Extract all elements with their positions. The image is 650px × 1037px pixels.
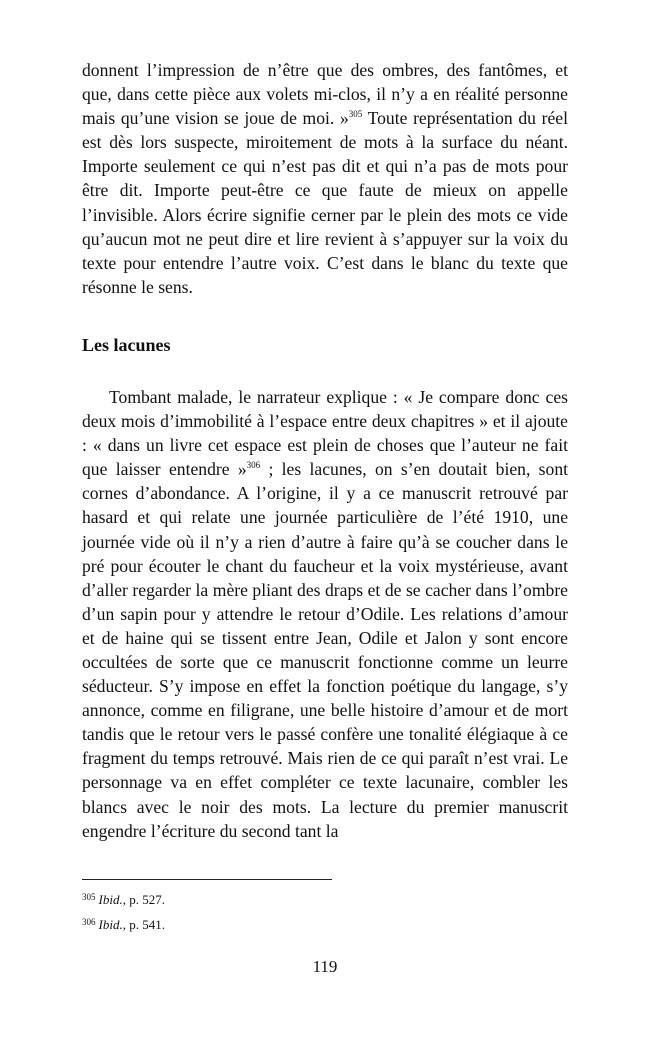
section-heading: Les lacunes xyxy=(82,334,171,355)
paragraph-text: Tombant malade, le narrateur explique : « Je compare donc ces deux mois d’immobilité à l’espace entre deux chapitres » et il ajoute : « dans un livre cet espace est plein de choses que l’auteur ne fait que laisser entendre » xyxy=(82,386,568,480)
footnote-text: , p. 527. xyxy=(122,892,165,907)
page-body xyxy=(82,58,568,843)
footnote-reference[interactable]: 305 xyxy=(348,109,363,120)
paragraph-text: Toute représentation du réel est dès lors suspecte, miroitement de mots à la surface du néant. Importe seulement ce qui n’est pas dit et qui n’a pas de mots pour être dit. Importe peut-être ce que faute de mieux on appelle l’invisible. Alors écrire signifie cerner par le plein des mots ce vide qu’aucun mot ne peut dire et lire revient à s’appuyer sur la voix du texte pour entendre l’autre voix. C’est dans le blanc du texte que résonne le sens. xyxy=(82,108,568,297)
footnote-text: , p. 541. xyxy=(122,917,165,932)
footnote-ref: Ibid. xyxy=(98,917,123,932)
paragraph xyxy=(82,385,568,843)
footnotes xyxy=(82,886,568,936)
footnote xyxy=(82,886,568,911)
footnote-number: 306 xyxy=(82,917,96,927)
paragraph-text: ; les lacunes, on s’en doutait bien, sont cornes d’abondance. A l’origine, il y a ce manuscrit retrouvé par hasard et qui relate une journée particulière de l’été 1910, une journée vide où il n’y a rien d’autre à faire qu’à se coucher dans le pré pour écouter le chant du faucheur et la voix mystérieuse, avant d’aller regarder la mère pliant des draps et de se cacher dans l’ombre d’un sapin pour y attendre le retour d’Odile. Les relations d’amour et de haine qui se tissent entre Jean, Odile et Jalon y sont encore occultées de sorte que ce manuscrit fonctionne comme un leurre séducteur. S’y impose en effet la fonction poétique du langage, s’y annonce, comme en filigrane, une belle histoire d’amour et de mort tandis que le retour vers le passé confère une tonalité élégiaque à ce fragment du temps retrouvé. Mais rien de ce qui paraît n’est vrai. Le personnage va en effet compléter ce texte lacunaire, combler les blancs avec le noir des mots. La lecture du premier manuscrit engendre l’écriture du second tant la xyxy=(82,459,569,841)
footnote-reference[interactable]: 306 xyxy=(246,460,261,471)
page-number: 119 xyxy=(312,957,338,976)
footnote-number: 305 xyxy=(82,892,96,902)
paragraph-text: donnent l’impression de n’être que des ombres, des fantômes, et que, dans cette pièce aux volets mi-clos, il n’y a en réalité personne mais qu’une vision se joue de moi. » xyxy=(82,60,568,129)
footnote xyxy=(82,911,568,936)
paragraph-continued xyxy=(82,58,568,299)
footnote-ref: Ibid. xyxy=(98,892,123,907)
footnote-separator xyxy=(82,879,332,880)
